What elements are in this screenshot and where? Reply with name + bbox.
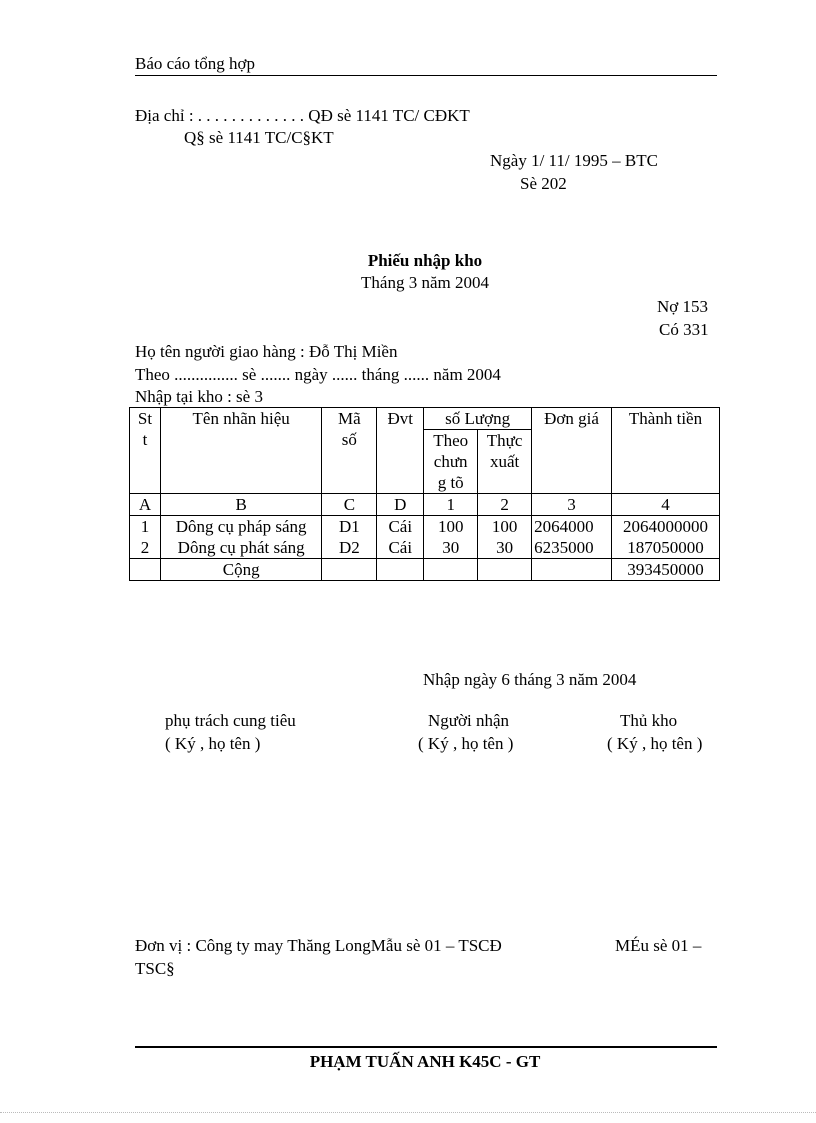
total-empty xyxy=(322,559,377,581)
running-title: Báo cáo tổng hợp xyxy=(135,54,255,73)
form-number: MÉu sè 01 – xyxy=(615,936,702,955)
total-empty xyxy=(377,559,424,581)
warehouse-line: Nhập tại kho : sè 3 xyxy=(135,387,263,406)
header-qty-by-document xyxy=(424,430,478,494)
row-qty-real: 100 xyxy=(478,516,532,538)
total-amount: 393450000 xyxy=(612,559,720,581)
receipt-table xyxy=(129,407,720,581)
row-unit: Cái xyxy=(377,516,424,538)
header-name: Tên nhãn hiệu xyxy=(160,408,321,494)
receipt-date: Nhập ngày 6 tháng 3 năm 2004 xyxy=(423,670,637,689)
code-cell: A xyxy=(130,494,161,516)
row-name: Dông cụ phát sáng xyxy=(160,537,321,559)
header-qty-doc-line3: g tõ xyxy=(437,473,464,492)
according-line: Theo ............... sè ....... ngày ...... tháng ...... năm 2004 xyxy=(135,365,501,384)
receiver-title: Người nhận xyxy=(428,711,509,730)
table-total-row xyxy=(130,559,720,581)
row-unit: Cái xyxy=(377,537,424,559)
unit-line: Đơn vị : Công ty may Thăng LongMẫu sè 01 – TSCĐ xyxy=(135,936,502,955)
receiver-note: ( Ký , họ tên ) xyxy=(418,734,514,753)
table-code-row xyxy=(130,494,720,516)
header-code-line1: Mã xyxy=(338,409,361,428)
header-code xyxy=(322,408,377,494)
row-price: 2064000 xyxy=(532,516,612,538)
table-header-row xyxy=(130,408,720,430)
total-empty xyxy=(532,559,612,581)
code-cell: C xyxy=(322,494,377,516)
row-stt: 1 xyxy=(130,516,161,538)
total-empty xyxy=(478,559,532,581)
header-qty-real-line1: Thực xyxy=(486,431,523,450)
table-row xyxy=(130,516,720,538)
row-name: Dông cụ pháp sáng xyxy=(160,516,321,538)
code-cell: D xyxy=(377,494,424,516)
total-label: Cộng xyxy=(160,559,321,581)
address-line: Địa chỉ : . . . . . . . . . . . . . QĐ sè 1141 TC/ CĐKT xyxy=(135,106,470,125)
supply-officer-title: phụ trách cung tiêu xyxy=(165,711,296,730)
header-qty-doc-line1: Theo xyxy=(433,431,469,450)
header-price: Đơn giá xyxy=(532,408,612,494)
debit-account: Nợ 153 xyxy=(657,297,709,316)
table-row xyxy=(130,537,720,559)
total-empty xyxy=(130,559,161,581)
row-price: 6235000 xyxy=(532,537,612,559)
header-amount: Thành tiền xyxy=(612,408,720,494)
form-number-wrap: TSC§ xyxy=(135,959,175,978)
header-stt xyxy=(130,408,161,494)
row-amount: 2064000000 xyxy=(612,516,720,538)
code-cell: 2 xyxy=(478,494,532,516)
code-cell: 4 xyxy=(612,494,720,516)
row-code: D2 xyxy=(322,537,377,559)
header-qty-actual xyxy=(478,430,532,494)
code-cell: 1 xyxy=(424,494,478,516)
header-qty-doc-line2: chưn xyxy=(433,452,468,471)
credit-account: Có 331 xyxy=(659,320,709,339)
decision-line: Q§ sè 1141 TC/C§KT xyxy=(184,128,334,147)
number-line: Sè 202 xyxy=(520,174,567,193)
footer-rule xyxy=(135,1046,717,1048)
header-quantity: số Lượng xyxy=(424,408,532,430)
header-stt-line1: St xyxy=(137,409,153,428)
code-cell: 3 xyxy=(532,494,612,516)
page-edge-divider xyxy=(0,1112,816,1113)
code-cell: B xyxy=(160,494,321,516)
deliverer-line: Họ tên người giao hàng : Đỗ Thị Miền xyxy=(135,342,398,361)
header-qty-real-line2: xuất xyxy=(489,452,520,471)
warehouse-keeper-title: Thủ kho xyxy=(620,711,678,730)
date-line: Ngày 1/ 11/ 1995 – BTC xyxy=(490,151,658,170)
footer-author: PHẠM TUẤN ANH K45C - GT xyxy=(309,1052,541,1071)
header-rule xyxy=(135,75,717,76)
warehouse-keeper-note: ( Ký , họ tên ) xyxy=(607,734,703,753)
row-stt: 2 xyxy=(130,537,161,559)
row-qty-real: 30 xyxy=(478,537,532,559)
header-stt-line2: t xyxy=(142,430,148,449)
row-qty-doc: 100 xyxy=(424,516,478,538)
supply-officer-note: ( Ký , họ tên ) xyxy=(165,734,261,753)
row-code: D1 xyxy=(322,516,377,538)
total-empty xyxy=(424,559,478,581)
header-code-line2: số xyxy=(341,430,357,449)
document-subtitle: Tháng 3 năm 2004 xyxy=(361,273,489,292)
row-qty-doc: 30 xyxy=(424,537,478,559)
document-title: Phiếu nhập kho xyxy=(367,251,483,270)
header-unit: Đvt xyxy=(377,408,424,494)
row-amount: 187050000 xyxy=(612,537,720,559)
